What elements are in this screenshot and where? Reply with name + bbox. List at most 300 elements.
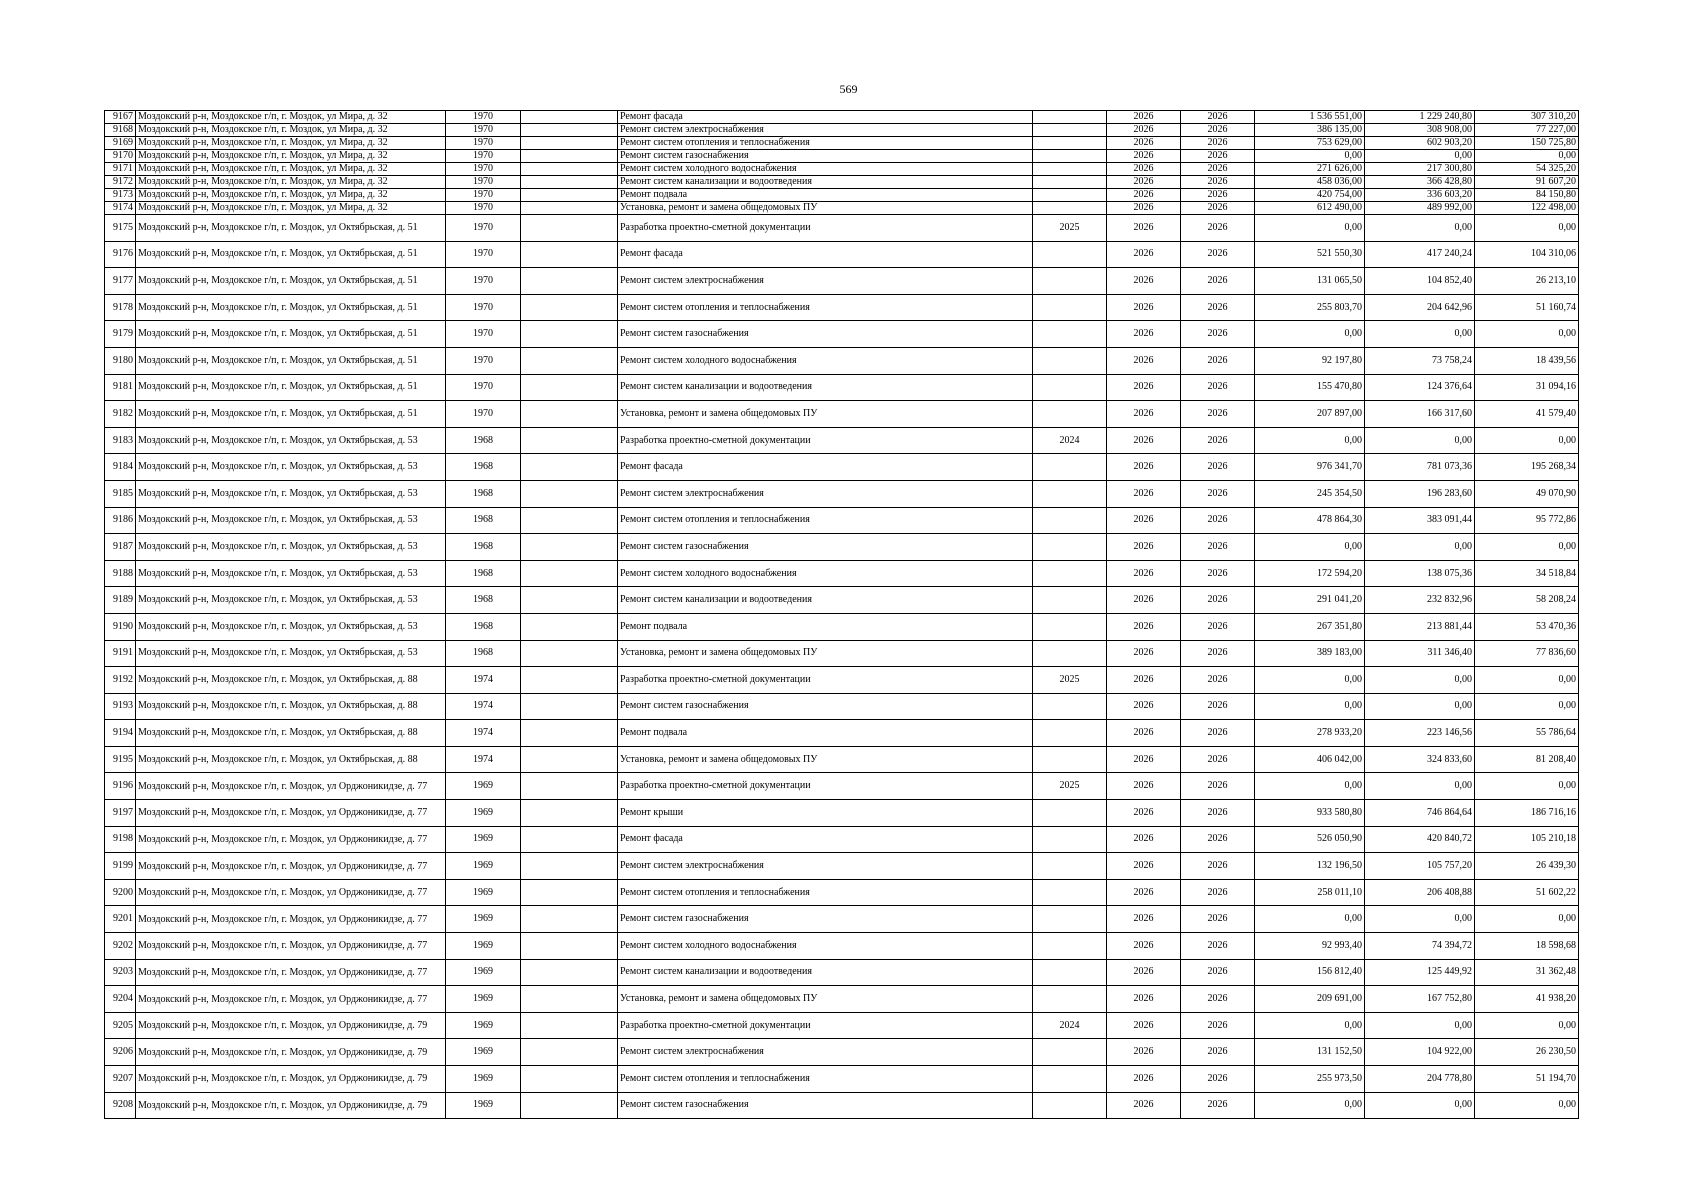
total-cost-cell: 0,00	[1255, 321, 1365, 348]
blank-cell	[521, 933, 618, 960]
fund-cost-cell: 489 992,00	[1365, 202, 1475, 215]
start-year-cell: 2026	[1107, 800, 1181, 827]
address-cell: Моздокский р-н, Моздокское г/п, г. Моздок, ул Октябрьская, д. 88	[136, 667, 446, 694]
owner-cost-cell: 41 579,40	[1475, 401, 1579, 428]
build-year-cell: 1968	[446, 427, 521, 454]
address-cell: Моздокский р-н, Моздокское г/п, г. Моздок, ул Октябрьская, д. 51	[136, 321, 446, 348]
build-year-cell: 1970	[446, 294, 521, 321]
row-number-cell: 9180	[105, 347, 136, 374]
row-number-cell: 9189	[105, 587, 136, 614]
end-year-cell: 2026	[1181, 1092, 1255, 1119]
address-cell: Моздокский р-н, Моздокское г/п, г. Моздок, ул Орджоникидзе, д. 79	[136, 1012, 446, 1039]
build-year-cell: 1969	[446, 986, 521, 1013]
table-row	[105, 124, 1579, 137]
table-row	[105, 720, 1579, 747]
build-year-cell: 1968	[446, 454, 521, 481]
end-year-cell: 2026	[1181, 124, 1255, 137]
work-type-cell: Ремонт фасада	[618, 111, 1033, 124]
table-row	[105, 137, 1579, 150]
address-cell: Моздокский р-н, Моздокское г/п, г. Моздок, ул Октябрьская, д. 53	[136, 640, 446, 667]
owner-cost-cell: 26 230,50	[1475, 1039, 1579, 1066]
build-year-cell: 1970	[446, 268, 521, 295]
owner-cost-cell: 0,00	[1475, 1092, 1579, 1119]
work-type-cell: Ремонт фасада	[618, 454, 1033, 481]
row-number-cell: 9168	[105, 124, 136, 137]
total-cost-cell: 753 629,00	[1255, 137, 1365, 150]
address-cell: Моздокский р-н, Моздокское г/п, г. Моздок, ул Октябрьская, д. 51	[136, 215, 446, 242]
table-row	[105, 773, 1579, 800]
row-number-cell: 9194	[105, 720, 136, 747]
fund-cost-cell: 0,00	[1365, 1012, 1475, 1039]
row-number-cell: 9206	[105, 1039, 136, 1066]
design-year-cell	[1033, 454, 1107, 481]
row-number-cell: 9198	[105, 826, 136, 853]
row-number-cell: 9169	[105, 137, 136, 150]
fund-cost-cell: 0,00	[1365, 215, 1475, 242]
total-cost-cell: 267 351,80	[1255, 613, 1365, 640]
work-type-cell: Ремонт подвала	[618, 720, 1033, 747]
design-year-cell	[1033, 720, 1107, 747]
address-cell: Моздокский р-н, Моздокское г/п, г. Моздок, ул Октябрьская, д. 53	[136, 587, 446, 614]
table-row	[105, 321, 1579, 348]
owner-cost-cell: 0,00	[1475, 150, 1579, 163]
owner-cost-cell: 0,00	[1475, 667, 1579, 694]
blank-cell	[521, 693, 618, 720]
build-year-cell: 1970	[446, 202, 521, 215]
blank-cell	[521, 189, 618, 202]
owner-cost-cell: 58 208,24	[1475, 587, 1579, 614]
total-cost-cell: 0,00	[1255, 427, 1365, 454]
owner-cost-cell: 51 160,74	[1475, 294, 1579, 321]
owner-cost-cell: 104 310,06	[1475, 241, 1579, 268]
end-year-cell: 2026	[1181, 826, 1255, 853]
work-type-cell: Ремонт систем холодного водоснабжения	[618, 933, 1033, 960]
row-number-cell: 9178	[105, 294, 136, 321]
owner-cost-cell: 31 094,16	[1475, 374, 1579, 401]
table-row	[105, 879, 1579, 906]
fund-cost-cell: 206 408,88	[1365, 879, 1475, 906]
end-year-cell: 2026	[1181, 720, 1255, 747]
row-number-cell: 9204	[105, 986, 136, 1013]
end-year-cell: 2026	[1181, 111, 1255, 124]
blank-cell	[521, 534, 618, 561]
build-year-cell: 1974	[446, 667, 521, 694]
address-cell: Моздокский р-н, Моздокское г/п, г. Моздок, ул Мира, д. 32	[136, 150, 446, 163]
owner-cost-cell: 18 439,56	[1475, 347, 1579, 374]
total-cost-cell: 521 550,30	[1255, 241, 1365, 268]
fund-cost-cell: 104 852,40	[1365, 268, 1475, 295]
owner-cost-cell: 54 325,20	[1475, 163, 1579, 176]
build-year-cell: 1969	[446, 879, 521, 906]
design-year-cell	[1033, 906, 1107, 933]
start-year-cell: 2026	[1107, 906, 1181, 933]
work-type-cell: Разработка проектно-сметной документации	[618, 667, 1033, 694]
start-year-cell: 2026	[1107, 294, 1181, 321]
end-year-cell: 2026	[1181, 176, 1255, 189]
end-year-cell: 2026	[1181, 800, 1255, 827]
start-year-cell: 2026	[1107, 720, 1181, 747]
total-cost-cell: 612 490,00	[1255, 202, 1365, 215]
build-year-cell: 1968	[446, 480, 521, 507]
work-type-cell: Ремонт систем газоснабжения	[618, 693, 1033, 720]
start-year-cell: 2026	[1107, 137, 1181, 150]
design-year-cell	[1033, 268, 1107, 295]
table-row	[105, 401, 1579, 428]
start-year-cell: 2026	[1107, 150, 1181, 163]
row-number-cell: 9208	[105, 1092, 136, 1119]
fund-cost-cell: 0,00	[1365, 427, 1475, 454]
work-type-cell: Ремонт систем газоснабжения	[618, 1092, 1033, 1119]
design-year-cell: 2025	[1033, 667, 1107, 694]
start-year-cell: 2026	[1107, 1066, 1181, 1093]
start-year-cell: 2026	[1107, 215, 1181, 242]
row-number-cell: 9176	[105, 241, 136, 268]
table-row	[105, 933, 1579, 960]
work-type-cell: Ремонт систем электроснабжения	[618, 1039, 1033, 1066]
end-year-cell: 2026	[1181, 321, 1255, 348]
row-number-cell: 9195	[105, 746, 136, 773]
work-type-cell: Ремонт подвала	[618, 189, 1033, 202]
design-year-cell	[1033, 401, 1107, 428]
end-year-cell: 2026	[1181, 534, 1255, 561]
row-number-cell: 9175	[105, 215, 136, 242]
design-year-cell	[1033, 111, 1107, 124]
address-cell: Моздокский р-н, Моздокское г/п, г. Моздок, ул Орджоникидзе, д. 77	[136, 773, 446, 800]
build-year-cell: 1969	[446, 853, 521, 880]
design-year-cell	[1033, 374, 1107, 401]
design-year-cell	[1033, 693, 1107, 720]
work-type-cell: Установка, ремонт и замена общедомовых ПУ	[618, 401, 1033, 428]
table-row	[105, 746, 1579, 773]
address-cell: Моздокский р-н, Моздокское г/п, г. Моздок, ул Октябрьская, д. 53	[136, 454, 446, 481]
fund-cost-cell: 0,00	[1365, 534, 1475, 561]
address-cell: Моздокский р-н, Моздокское г/п, г. Моздок, ул Мира, д. 32	[136, 176, 446, 189]
row-number-cell: 9199	[105, 853, 136, 880]
design-year-cell	[1033, 986, 1107, 1013]
start-year-cell: 2026	[1107, 613, 1181, 640]
design-year-cell	[1033, 150, 1107, 163]
design-year-cell: 2024	[1033, 1012, 1107, 1039]
end-year-cell: 2026	[1181, 879, 1255, 906]
work-type-cell: Ремонт подвала	[618, 613, 1033, 640]
end-year-cell: 2026	[1181, 268, 1255, 295]
build-year-cell: 1970	[446, 150, 521, 163]
build-year-cell: 1969	[446, 959, 521, 986]
address-cell: Моздокский р-н, Моздокское г/п, г. Моздок, ул Октябрьская, д. 53	[136, 560, 446, 587]
blank-cell	[521, 746, 618, 773]
owner-cost-cell: 51 194,70	[1475, 1066, 1579, 1093]
design-year-cell	[1033, 163, 1107, 176]
blank-cell	[521, 640, 618, 667]
fund-cost-cell: 196 283,60	[1365, 480, 1475, 507]
fund-cost-cell: 0,00	[1365, 667, 1475, 694]
row-number-cell: 9182	[105, 401, 136, 428]
design-year-cell	[1033, 933, 1107, 960]
design-year-cell	[1033, 879, 1107, 906]
total-cost-cell: 420 754,00	[1255, 189, 1365, 202]
table-row	[105, 111, 1579, 124]
end-year-cell: 2026	[1181, 906, 1255, 933]
table-row	[105, 906, 1579, 933]
work-type-cell: Ремонт систем отопления и теплоснабжения	[618, 507, 1033, 534]
design-year-cell	[1033, 826, 1107, 853]
table-row	[105, 587, 1579, 614]
start-year-cell: 2026	[1107, 986, 1181, 1013]
build-year-cell: 1968	[446, 587, 521, 614]
fund-cost-cell: 0,00	[1365, 773, 1475, 800]
table-row	[105, 215, 1579, 242]
total-cost-cell: 526 050,90	[1255, 826, 1365, 853]
address-cell: Моздокский р-н, Моздокское г/п, г. Моздок, ул Октябрьская, д. 88	[136, 693, 446, 720]
work-type-cell: Ремонт систем холодного водоснабжения	[618, 347, 1033, 374]
start-year-cell: 2026	[1107, 111, 1181, 124]
work-type-cell: Ремонт фасада	[618, 241, 1033, 268]
table-row	[105, 800, 1579, 827]
owner-cost-cell: 49 070,90	[1475, 480, 1579, 507]
end-year-cell: 2026	[1181, 640, 1255, 667]
blank-cell	[521, 1092, 618, 1119]
end-year-cell: 2026	[1181, 189, 1255, 202]
fund-cost-cell: 602 903,20	[1365, 137, 1475, 150]
start-year-cell: 2026	[1107, 401, 1181, 428]
total-cost-cell: 1 536 551,00	[1255, 111, 1365, 124]
blank-cell	[521, 720, 618, 747]
row-number-cell: 9197	[105, 800, 136, 827]
end-year-cell: 2026	[1181, 241, 1255, 268]
owner-cost-cell: 41 938,20	[1475, 986, 1579, 1013]
total-cost-cell: 131 152,50	[1255, 1039, 1365, 1066]
build-year-cell: 1968	[446, 534, 521, 561]
address-cell: Моздокский р-н, Моздокское г/п, г. Моздок, ул Октябрьская, д. 51	[136, 347, 446, 374]
work-type-cell: Ремонт систем холодного водоснабжения	[618, 163, 1033, 176]
design-year-cell	[1033, 746, 1107, 773]
work-type-cell: Установка, ремонт и замена общедомовых ПУ	[618, 986, 1033, 1013]
address-cell: Моздокский р-н, Моздокское г/п, г. Моздок, ул Октябрьская, д. 51	[136, 374, 446, 401]
fund-cost-cell: 0,00	[1365, 321, 1475, 348]
blank-cell	[521, 347, 618, 374]
address-cell: Моздокский р-н, Моздокское г/п, г. Моздок, ул Орджоникидзе, д. 77	[136, 879, 446, 906]
total-cost-cell: 0,00	[1255, 773, 1365, 800]
start-year-cell: 2026	[1107, 534, 1181, 561]
build-year-cell: 1974	[446, 746, 521, 773]
address-cell: Моздокский р-н, Моздокское г/п, г. Моздок, ул Орджоникидзе, д. 77	[136, 933, 446, 960]
owner-cost-cell: 53 470,36	[1475, 613, 1579, 640]
row-number-cell: 9203	[105, 959, 136, 986]
fund-cost-cell: 0,00	[1365, 906, 1475, 933]
start-year-cell: 2026	[1107, 667, 1181, 694]
table-row	[105, 163, 1579, 176]
end-year-cell: 2026	[1181, 215, 1255, 242]
row-number-cell: 9192	[105, 667, 136, 694]
blank-cell	[521, 1012, 618, 1039]
owner-cost-cell: 122 498,00	[1475, 202, 1579, 215]
total-cost-cell: 92 197,80	[1255, 347, 1365, 374]
work-type-cell: Ремонт систем канализации и водоотведения	[618, 959, 1033, 986]
blank-cell	[521, 667, 618, 694]
blank-cell	[521, 853, 618, 880]
end-year-cell: 2026	[1181, 613, 1255, 640]
build-year-cell: 1969	[446, 1039, 521, 1066]
address-cell: Моздокский р-н, Моздокское г/п, г. Моздок, ул Октябрьская, д. 53	[136, 534, 446, 561]
address-cell: Моздокский р-н, Моздокское г/п, г. Моздок, ул Мира, д. 32	[136, 124, 446, 137]
build-year-cell: 1969	[446, 800, 521, 827]
owner-cost-cell: 195 268,34	[1475, 454, 1579, 481]
table-row	[105, 374, 1579, 401]
work-type-cell: Ремонт систем холодного водоснабжения	[618, 560, 1033, 587]
end-year-cell: 2026	[1181, 746, 1255, 773]
design-year-cell	[1033, 202, 1107, 215]
table-row	[105, 1066, 1579, 1093]
build-year-cell: 1969	[446, 933, 521, 960]
design-year-cell	[1033, 294, 1107, 321]
design-year-cell	[1033, 1066, 1107, 1093]
design-year-cell	[1033, 137, 1107, 150]
fund-cost-cell: 417 240,24	[1365, 241, 1475, 268]
start-year-cell: 2026	[1107, 959, 1181, 986]
total-cost-cell: 386 135,00	[1255, 124, 1365, 137]
total-cost-cell: 0,00	[1255, 534, 1365, 561]
build-year-cell: 1968	[446, 507, 521, 534]
address-cell: Моздокский р-н, Моздокское г/п, г. Моздок, ул Орджоникидзе, д. 77	[136, 853, 446, 880]
row-number-cell: 9171	[105, 163, 136, 176]
start-year-cell: 2026	[1107, 746, 1181, 773]
fund-cost-cell: 125 449,92	[1365, 959, 1475, 986]
work-type-cell: Ремонт систем отопления и теплоснабжения	[618, 137, 1033, 150]
blank-cell	[521, 294, 618, 321]
end-year-cell: 2026	[1181, 693, 1255, 720]
work-type-cell: Ремонт систем электроснабжения	[618, 480, 1033, 507]
blank-cell	[521, 959, 618, 986]
fund-cost-cell: 383 091,44	[1365, 507, 1475, 534]
start-year-cell: 2026	[1107, 189, 1181, 202]
design-year-cell	[1033, 534, 1107, 561]
total-cost-cell: 155 470,80	[1255, 374, 1365, 401]
start-year-cell: 2026	[1107, 321, 1181, 348]
work-type-cell: Разработка проектно-сметной документации	[618, 1012, 1033, 1039]
table-row	[105, 347, 1579, 374]
row-number-cell: 9188	[105, 560, 136, 587]
start-year-cell: 2026	[1107, 124, 1181, 137]
row-number-cell: 9205	[105, 1012, 136, 1039]
row-number-cell: 9201	[105, 906, 136, 933]
start-year-cell: 2026	[1107, 241, 1181, 268]
end-year-cell: 2026	[1181, 202, 1255, 215]
blank-cell	[521, 321, 618, 348]
start-year-cell: 2026	[1107, 202, 1181, 215]
row-number-cell: 9174	[105, 202, 136, 215]
work-type-cell: Ремонт систем канализации и водоотведения	[618, 176, 1033, 189]
address-cell: Моздокский р-н, Моздокское г/п, г. Моздок, ул Октябрьская, д. 88	[136, 720, 446, 747]
build-year-cell: 1970	[446, 111, 521, 124]
build-year-cell: 1969	[446, 1092, 521, 1119]
row-number-cell: 9186	[105, 507, 136, 534]
work-type-cell: Ремонт систем отопления и теплоснабжения	[618, 1066, 1033, 1093]
end-year-cell: 2026	[1181, 560, 1255, 587]
build-year-cell: 1970	[446, 401, 521, 428]
design-year-cell	[1033, 189, 1107, 202]
table-row	[105, 693, 1579, 720]
total-cost-cell: 172 594,20	[1255, 560, 1365, 587]
design-year-cell	[1033, 1039, 1107, 1066]
start-year-cell: 2026	[1107, 693, 1181, 720]
owner-cost-cell: 186 716,16	[1475, 800, 1579, 827]
owner-cost-cell: 150 725,80	[1475, 137, 1579, 150]
address-cell: Моздокский р-н, Моздокское г/п, г. Моздок, ул Орджоникидзе, д. 77	[136, 826, 446, 853]
capital-repair-table	[104, 110, 1579, 1119]
design-year-cell	[1033, 800, 1107, 827]
design-year-cell	[1033, 587, 1107, 614]
table-body	[105, 111, 1579, 1119]
blank-cell	[521, 986, 618, 1013]
table-row	[105, 826, 1579, 853]
total-cost-cell: 458 036,00	[1255, 176, 1365, 189]
table-row	[105, 241, 1579, 268]
address-cell: Моздокский р-н, Моздокское г/п, г. Моздок, ул Октябрьская, д. 53	[136, 613, 446, 640]
work-type-cell: Разработка проектно-сметной документации	[618, 427, 1033, 454]
blank-cell	[521, 800, 618, 827]
start-year-cell: 2026	[1107, 1012, 1181, 1039]
row-number-cell: 9172	[105, 176, 136, 189]
blank-cell	[521, 163, 618, 176]
address-cell: Моздокский р-н, Моздокское г/п, г. Моздок, ул Октябрьская, д. 51	[136, 294, 446, 321]
build-year-cell: 1969	[446, 826, 521, 853]
table-row	[105, 507, 1579, 534]
fund-cost-cell: 336 603,20	[1365, 189, 1475, 202]
build-year-cell: 1974	[446, 693, 521, 720]
owner-cost-cell: 0,00	[1475, 534, 1579, 561]
fund-cost-cell: 124 376,64	[1365, 374, 1475, 401]
blank-cell	[521, 111, 618, 124]
table-row	[105, 189, 1579, 202]
total-cost-cell: 0,00	[1255, 150, 1365, 163]
build-year-cell: 1969	[446, 1066, 521, 1093]
fund-cost-cell: 746 864,64	[1365, 800, 1475, 827]
start-year-cell: 2026	[1107, 347, 1181, 374]
owner-cost-cell: 81 208,40	[1475, 746, 1579, 773]
owner-cost-cell: 0,00	[1475, 215, 1579, 242]
design-year-cell: 2025	[1033, 215, 1107, 242]
row-number-cell: 9184	[105, 454, 136, 481]
fund-cost-cell: 0,00	[1365, 150, 1475, 163]
row-number-cell: 9173	[105, 189, 136, 202]
work-type-cell: Ремонт систем электроснабжения	[618, 124, 1033, 137]
row-number-cell: 9190	[105, 613, 136, 640]
work-type-cell: Установка, ремонт и замена общедомовых ПУ	[618, 202, 1033, 215]
work-type-cell: Ремонт фасада	[618, 826, 1033, 853]
work-type-cell: Ремонт систем канализации и водоотведения	[618, 587, 1033, 614]
total-cost-cell: 131 065,50	[1255, 268, 1365, 295]
address-cell: Моздокский р-н, Моздокское г/п, г. Моздок, ул Мира, д. 32	[136, 137, 446, 150]
owner-cost-cell: 95 772,86	[1475, 507, 1579, 534]
fund-cost-cell: 308 908,00	[1365, 124, 1475, 137]
build-year-cell: 1968	[446, 613, 521, 640]
total-cost-cell: 291 041,20	[1255, 587, 1365, 614]
build-year-cell: 1970	[446, 241, 521, 268]
end-year-cell: 2026	[1181, 137, 1255, 150]
total-cost-cell: 207 897,00	[1255, 401, 1365, 428]
start-year-cell: 2026	[1107, 480, 1181, 507]
owner-cost-cell: 18 598,68	[1475, 933, 1579, 960]
design-year-cell	[1033, 347, 1107, 374]
total-cost-cell: 271 626,00	[1255, 163, 1365, 176]
design-year-cell	[1033, 321, 1107, 348]
fund-cost-cell: 74 394,72	[1365, 933, 1475, 960]
address-cell: Моздокский р-н, Моздокское г/п, г. Моздок, ул Орджоникидзе, д. 79	[136, 1066, 446, 1093]
row-number-cell: 9170	[105, 150, 136, 163]
table-row	[105, 640, 1579, 667]
owner-cost-cell: 0,00	[1475, 321, 1579, 348]
work-type-cell: Установка, ремонт и замена общедомовых ПУ	[618, 746, 1033, 773]
